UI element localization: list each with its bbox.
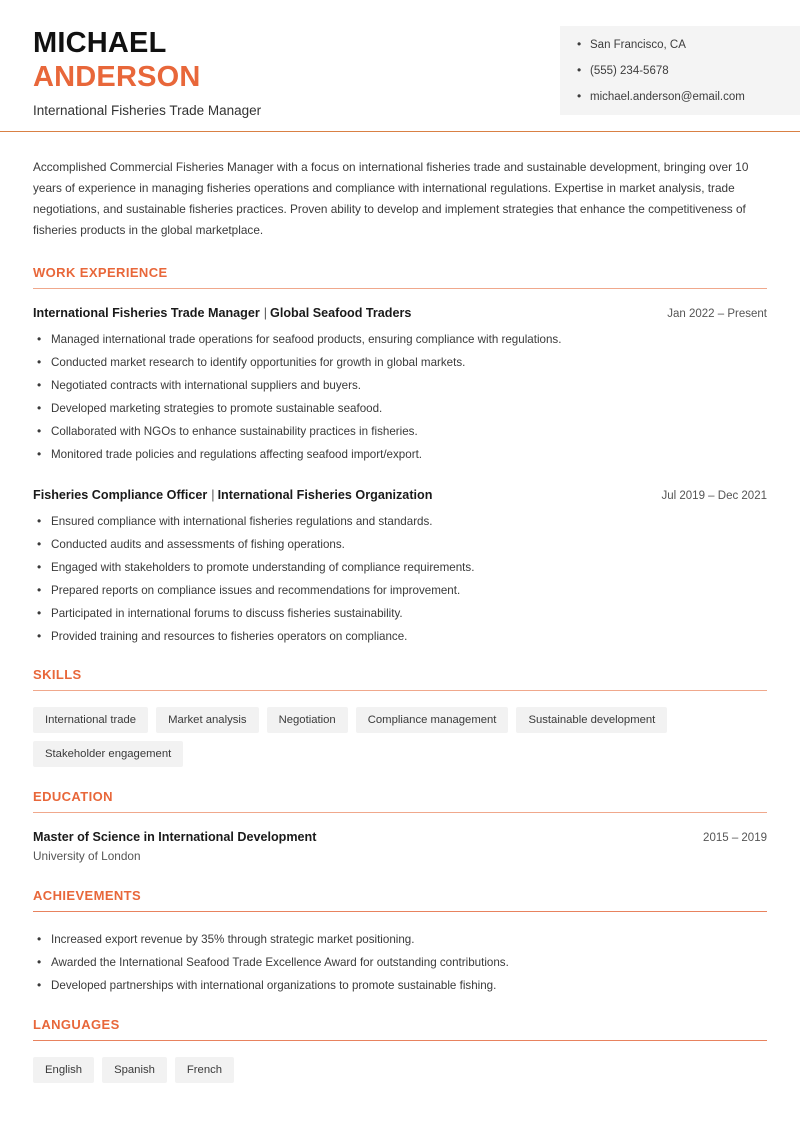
language-chip: French	[175, 1057, 234, 1083]
bullet-item: • Negotiated contracts with international suppliers and buyers.	[33, 378, 767, 394]
skills-chip-list	[33, 707, 767, 767]
contact-box	[560, 26, 800, 115]
header-divider	[0, 131, 800, 132]
skill-chip: Stakeholder engagement	[33, 741, 183, 767]
language-chip: Spanish	[102, 1057, 167, 1083]
skill-chip: Negotiation	[267, 707, 348, 733]
resume-header	[0, 0, 800, 131]
bullet-item: • Ensured compliance with international fisheries regulations and standards.	[33, 514, 767, 530]
contact-list	[574, 38, 784, 104]
section-title-skills: SKILLS	[33, 667, 82, 682]
section-title-languages: LANGUAGES	[33, 1017, 120, 1032]
experience-role: Fisheries Compliance Officer	[33, 488, 208, 502]
title-separator: |	[263, 306, 268, 320]
experience-entry	[33, 305, 767, 463]
skill-chip: Market analysis	[156, 707, 258, 733]
bullet-item: • Conducted market research to identify opportunities for growth in global markets.	[33, 355, 767, 371]
last-name: ANDERSON	[33, 61, 201, 93]
education-dates: 2015 – 2019	[703, 832, 767, 844]
bullet-item: • Participated in international forums to discuss fisheries sustainability.	[33, 606, 767, 622]
experience-bullets	[33, 332, 767, 463]
headline: International Fisheries Trade Manager	[33, 103, 262, 118]
achievements-list	[33, 932, 767, 994]
experience-entry-header	[33, 487, 767, 504]
contact-item-email[interactable]: • michael.anderson@email.com	[574, 90, 784, 104]
experience-dates: Jan 2022 – Present	[667, 308, 767, 320]
section-divider	[33, 911, 767, 912]
bullet-item: • Managed international trade operations for seafood products, ensuring compliance with regulations.	[33, 332, 767, 348]
section-title-work-experience: WORK EXPERIENCE	[33, 265, 168, 280]
experience-entry-header	[33, 305, 767, 322]
section-divider	[33, 1040, 767, 1041]
section-work-experience	[33, 265, 767, 645]
section-education	[33, 789, 767, 865]
experience-title	[33, 487, 432, 503]
section-divider	[33, 690, 767, 691]
experience-bullets	[33, 514, 767, 645]
contact-item-location: • San Francisco, CA	[574, 38, 784, 52]
skill-chip: Compliance management	[356, 707, 509, 733]
section-achievements	[33, 888, 767, 994]
education-entry	[33, 829, 767, 865]
experience-title	[33, 305, 411, 321]
section-skills	[33, 667, 767, 767]
bullet-item: • Increased export revenue by 35% through strategic market positioning.	[33, 932, 767, 948]
education-entry-header	[33, 829, 767, 846]
resume-content	[0, 131, 800, 1083]
bullet-item: • Developed partnerships with international organizations to promote sustainable fishing.	[33, 978, 767, 994]
education-degree: Master of Science in International Development	[33, 830, 317, 844]
experience-role: International Fisheries Trade Manager	[33, 306, 260, 320]
section-divider	[33, 288, 767, 289]
experience-dates: Jul 2019 – Dec 2021	[661, 490, 767, 502]
skill-chip: Sustainable development	[516, 707, 667, 733]
bullet-item: • Awarded the International Seafood Trade Excellence Award for outstanding contributions.	[33, 955, 767, 971]
experience-company: International Fisheries Organization	[217, 488, 433, 502]
name-block	[33, 26, 261, 120]
section-title-achievements: ACHIEVEMENTS	[33, 888, 142, 903]
bullet-item: • Developed marketing strategies to promote sustainable seafood.	[33, 401, 767, 417]
first-name: MICHAEL	[33, 27, 167, 59]
language-chip: English	[33, 1057, 94, 1083]
section-languages	[33, 1017, 767, 1083]
bullet-item: • Engaged with stakeholders to promote understanding of compliance requirements.	[33, 560, 767, 576]
bullet-item: • Monitored trade policies and regulations affecting seafood import/export.	[33, 447, 767, 463]
skill-chip: International trade	[33, 707, 148, 733]
bullet-item: • Prepared reports on compliance issues and recommendations for improvement.	[33, 583, 767, 599]
languages-chip-list	[33, 1057, 767, 1083]
section-divider	[33, 812, 767, 813]
section-title-education: EDUCATION	[33, 789, 113, 804]
bullet-item: • Conducted audits and assessments of fishing operations.	[33, 537, 767, 553]
education-institution: University of London	[33, 849, 141, 863]
experience-company: Global Seafood Traders	[270, 306, 412, 320]
title-separator: |	[211, 488, 215, 502]
professional-summary: Accomplished Commercial Fisheries Manager with a focus on international fisheries trade and sustainable development, bringing over 10 years of experience in managing fisheries operations and compliance with international regulations. Expertise in market analysis, trade negotiations, and sustainable fisheries practices. Proven ability to develop and implement strategies that enhance the competitiveness of fisheries products in the global marketplace.	[33, 160, 749, 237]
experience-entry	[33, 487, 767, 645]
bullet-item: • Collaborated with NGOs to enhance sustainability practices in fisheries.	[33, 424, 767, 440]
bullet-item: • Provided training and resources to fisheries operators on compliance.	[33, 629, 767, 645]
contact-item-phone[interactable]: • (555) 234-5678	[574, 64, 784, 78]
